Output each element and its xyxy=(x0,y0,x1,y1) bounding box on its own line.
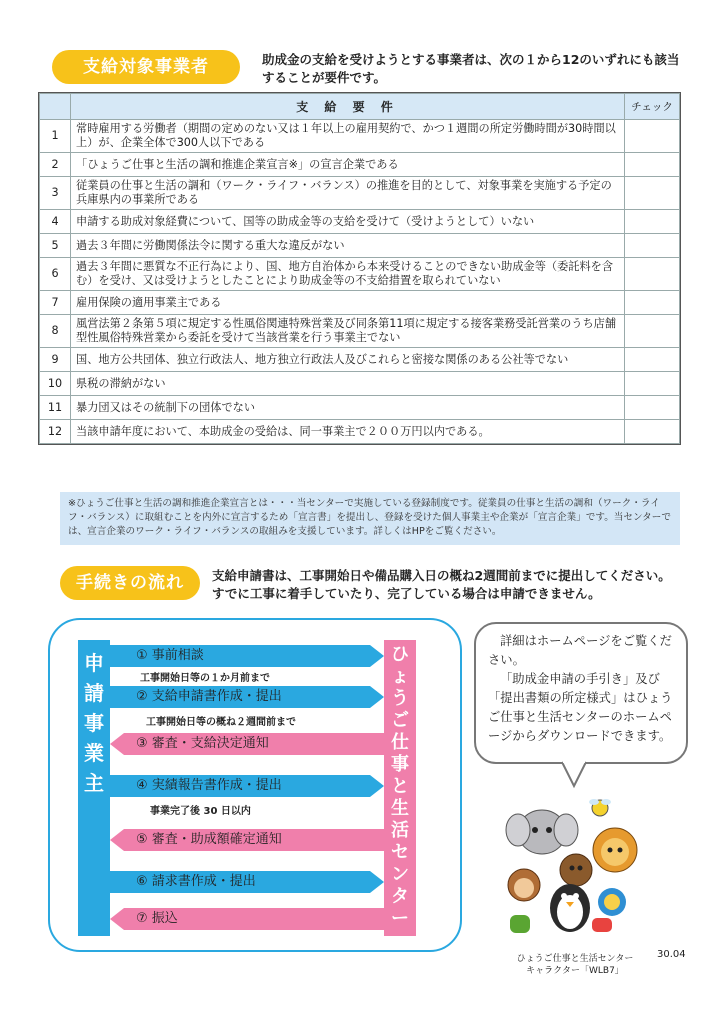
section-title-procedure: 手続きの流れ xyxy=(60,566,200,600)
requirement-text: 風営法第２条第５項に規定する性風俗関連特殊営業及び同条第11項に規定する接客業務受託営業のうち店舗型性風俗特殊営業から委託を受けて当該営業を行う事業主でない xyxy=(71,315,625,348)
row-number: 8 xyxy=(40,315,71,348)
row-number: 7 xyxy=(40,291,71,315)
check-cell[interactable] xyxy=(625,153,680,177)
table-row xyxy=(40,234,680,258)
date-code: 30.04 xyxy=(657,949,686,960)
center-label-char: ご xyxy=(391,710,409,731)
requirement-text: 従業員の仕事と生活の調和（ワーク・ライフ・バランス）の推進を目的として、対象事業を実施する予定の兵庫県内の事業所である xyxy=(71,177,625,210)
center-label-char: 生 xyxy=(391,798,409,819)
header-check: チェック xyxy=(625,94,680,120)
center-label-char: と xyxy=(391,776,409,797)
row-number: 6 xyxy=(40,258,71,291)
requirement-text: 国、地方公共団体、独立行政法人、地方独立行政法人及びこれらと密接な関係のある公社等でない xyxy=(71,348,625,372)
center-label-char: タ xyxy=(391,886,409,907)
applicant-label-char: 申 xyxy=(84,651,104,675)
row-number: 4 xyxy=(40,210,71,234)
check-cell[interactable] xyxy=(625,210,680,234)
check-cell[interactable] xyxy=(625,177,680,210)
flow-step-label: ④ 実績報告書作成・提出 xyxy=(136,778,282,793)
eligibility-intro: 助成金の支給を受けようとする事業者は、次の１から12のいずれにも該当することが要件です。 xyxy=(262,52,680,85)
flow-step-label: ② 支給申請書作成・提出 xyxy=(136,689,282,704)
flow-deadline-note: 事業完了後 30 日以内 xyxy=(150,806,251,817)
character-caption xyxy=(510,953,640,977)
center-label-char: ン xyxy=(391,864,409,885)
procedure-intro-line1: 支給申請書は、工事開始日や備品購入日の概ね2週間前までに提出してください。 xyxy=(212,568,671,583)
caption-line1: ひょうご仕事と生活センター xyxy=(516,954,634,964)
header-num xyxy=(40,94,71,120)
table-row xyxy=(40,348,680,372)
requirement-text: 当該申請年度において、本助成金の受給は、同一事業主で２００万円以内である。 xyxy=(71,420,625,444)
caption-line2: キャラクター「WLB7」 xyxy=(526,966,624,976)
wlb7-characters-image xyxy=(500,790,650,940)
table-row xyxy=(40,372,680,396)
requirement-text: 過去３年間に悪質な不正行為により、国、地方自治体から本来受けることのできない助成金等（委託料を含む）を受け、又は受けようとしたことにより助成金等の不支給措置を取られていない xyxy=(71,258,625,291)
flow-deadline-note: 工事開始日等の１か月前まで xyxy=(140,673,270,684)
header-requirement: 支 給 要 件 xyxy=(71,94,625,120)
check-cell[interactable] xyxy=(625,372,680,396)
row-number: 12 xyxy=(40,420,71,444)
check-cell[interactable] xyxy=(625,420,680,444)
table-row xyxy=(40,396,680,420)
table-row xyxy=(40,258,680,291)
check-cell[interactable] xyxy=(625,315,680,348)
check-cell[interactable] xyxy=(625,120,680,153)
check-cell[interactable] xyxy=(625,396,680,420)
requirement-text: 県税の滞納がない xyxy=(71,372,625,396)
info-bubble xyxy=(474,622,688,764)
requirement-text: 申請する助成対象経費について、国等の助成金等の支給を受けて（受けようとして）いない xyxy=(71,210,625,234)
applicant-label-char: 請 xyxy=(84,681,104,705)
table-row xyxy=(40,315,680,348)
table-row xyxy=(40,177,680,210)
row-number: 1 xyxy=(40,120,71,153)
table-row xyxy=(40,420,680,444)
flow-step-label: ③ 審査・支給決定通知 xyxy=(136,736,269,751)
section-title-eligibility: 支給対象事業者 xyxy=(52,50,240,84)
center-label-char: 事 xyxy=(391,754,409,775)
procedure-intro-line2: すでに工事に着手していたり、完了している場合は申請できません。 xyxy=(212,586,601,601)
requirements-table xyxy=(39,93,680,444)
applicant-label-char: 主 xyxy=(84,771,104,795)
applicant-bar xyxy=(78,640,110,936)
row-number: 5 xyxy=(40,234,71,258)
check-cell[interactable] xyxy=(625,258,680,291)
center-label-char: ひ xyxy=(391,644,409,665)
declaration-note: ※ひょうご仕事と生活の調和推進企業宣言とは・・・当センターで実施している登録制度です。従業員の仕事と生活の調和（ワーク・ライフ・バランス）に取組むことを内外に宣言するため「宣言書」を提出し、登録を受けた個人事業主や企業が「宣言企業」です。当センターでは、宣言企業のワーク・ライフ・バランスの取組みを支援しています。詳しくはHPをご覧ください。 xyxy=(60,492,680,545)
check-cell[interactable] xyxy=(625,348,680,372)
requirement-text: 雇用保険の適用事業主である xyxy=(71,291,625,315)
row-number: 2 xyxy=(40,153,71,177)
bubble-line1: 詳細はホームページをご覧ください。 xyxy=(488,634,672,667)
table-row xyxy=(40,291,680,315)
requirements-table-frame xyxy=(38,92,681,445)
bubble-tail xyxy=(560,760,590,790)
requirement-text: 「ひょうご仕事と生活の調和推進企業宣言※」の宣言企業である xyxy=(71,153,625,177)
check-cell[interactable] xyxy=(625,291,680,315)
row-number: 10 xyxy=(40,372,71,396)
row-number: 3 xyxy=(40,177,71,210)
center-bar xyxy=(384,640,416,936)
requirement-text: 過去３年間に労働関係法令に関する重大な違反がない xyxy=(71,234,625,258)
applicant-label-char: 業 xyxy=(84,741,104,765)
table-row xyxy=(40,120,680,153)
requirement-text: 暴力団又はその統制下の団体でない xyxy=(71,396,625,420)
center-label-char: う xyxy=(391,688,409,709)
table-row xyxy=(40,210,680,234)
flow-deadline-note: 工事開始日等の概ね２週間前まで xyxy=(146,717,296,728)
procedure-intro xyxy=(212,567,682,603)
center-label-char: セ xyxy=(391,842,409,863)
center-label-char: 活 xyxy=(391,820,409,841)
center-label-char: 仕 xyxy=(391,732,409,753)
flow-step-label: ⑥ 請求書作成・提出 xyxy=(136,874,256,889)
row-number: 11 xyxy=(40,396,71,420)
center-label-char: ー xyxy=(391,908,409,929)
flow-step-label: ⑦ 振込 xyxy=(136,911,178,926)
bubble-line2: 「助成金申請の手引き」及び「提出書類の所定様式」はひょうご仕事と生活センターのホームページからダウンロードできます。 xyxy=(488,672,673,743)
requirement-text: 常時雇用する労働者（期間の定めのない又は１年以上の雇用契約で、かつ１週間の所定労働時間が30時間以上）が、企業全体で300人以下である xyxy=(71,120,625,153)
applicant-label-char: 事 xyxy=(84,711,104,735)
row-number: 9 xyxy=(40,348,71,372)
center-label-char: ょ xyxy=(391,666,409,687)
check-cell[interactable] xyxy=(625,234,680,258)
flow-step-label: ① 事前相談 xyxy=(136,648,204,663)
flow-step-label: ⑤ 審査・助成額確定通知 xyxy=(136,832,282,847)
table-row xyxy=(40,153,680,177)
